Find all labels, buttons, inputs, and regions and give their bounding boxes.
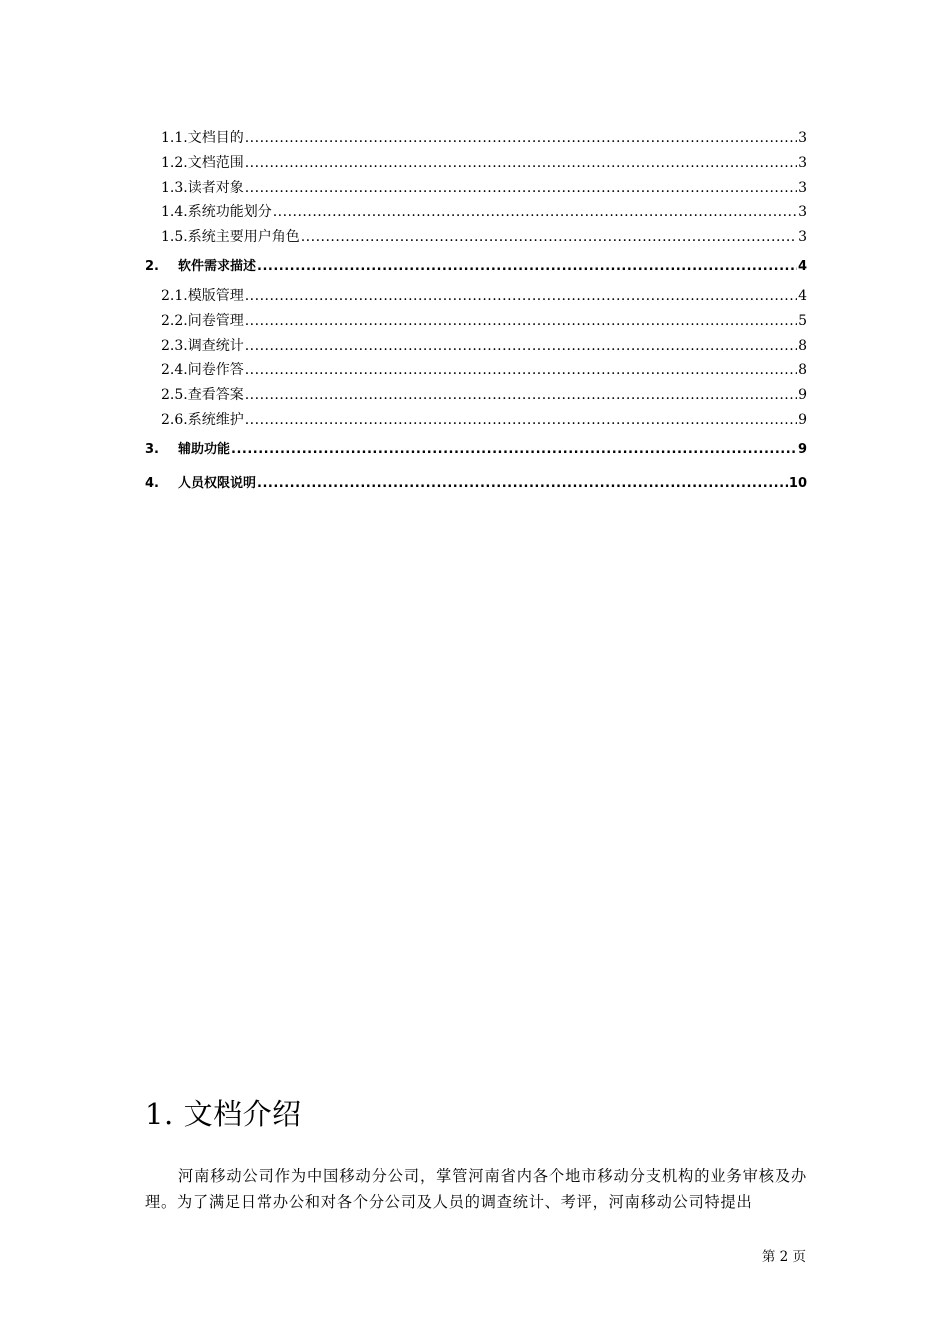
toc-leader	[257, 467, 788, 501]
toc-leader	[245, 309, 797, 334]
toc-leader	[231, 433, 797, 467]
toc-title: 系统维护	[187, 411, 244, 428]
toc-number: 1.2.	[161, 154, 188, 171]
section-heading	[145, 1092, 302, 1136]
toc-leader	[245, 383, 797, 408]
toc-title: 读者对象	[187, 179, 244, 196]
toc-number: 1.4.	[161, 204, 188, 221]
toc-entry[interactable]	[145, 334, 807, 359]
toc-number: 2.2.	[161, 312, 188, 329]
toc-entry[interactable]	[145, 358, 807, 383]
toc-number: 2.1.	[161, 287, 188, 304]
toc-title: 辅助功能	[178, 441, 231, 457]
toc-number: 2.4.	[161, 362, 188, 379]
toc-title: 文档范围	[187, 154, 244, 171]
toc-page: 4	[798, 287, 807, 304]
toc-leader	[245, 358, 797, 383]
toc-page: 9	[797, 441, 807, 457]
body-paragraph: 河南移动公司作为中国移动分公司，掌管河南省内各个地市移动分支机构的业务审核及办理。为了满足日常办公和对各个分公司及人员的调查统计、考评，河南移动公司特提出	[145, 1167, 807, 1211]
toc-title: 系统主要用户角色	[187, 229, 300, 246]
toc-page: 3	[798, 229, 807, 246]
toc-entry[interactable]	[145, 467, 807, 501]
toc-number: 1.3.	[161, 179, 188, 196]
toc-entry[interactable]	[145, 284, 807, 309]
toc-entry[interactable]	[145, 126, 807, 151]
toc-page: 10	[788, 475, 807, 491]
toc-page: 5	[798, 312, 807, 329]
toc-number: 4.	[145, 475, 159, 491]
toc-title: 人员权限说明	[178, 475, 257, 491]
toc-title: 调查统计	[187, 337, 244, 354]
toc-number: 2.6.	[161, 411, 188, 428]
toc-entry[interactable]	[145, 250, 807, 284]
toc-page: 9	[798, 411, 807, 428]
toc-leader	[245, 284, 797, 309]
toc-title: 问卷管理	[187, 312, 244, 329]
table-of-contents	[145, 126, 807, 501]
toc-page: 8	[798, 337, 807, 354]
toc-entry[interactable]	[145, 225, 807, 250]
toc-page: 9	[798, 387, 807, 404]
toc-title: 问卷作答	[187, 362, 244, 379]
page-number: 第 2 页	[761, 1249, 806, 1265]
toc-number: 1.5.	[161, 229, 188, 246]
toc-leader	[301, 225, 797, 250]
toc-leader	[245, 334, 797, 359]
toc-page: 8	[798, 362, 807, 379]
toc-entry[interactable]	[145, 151, 807, 176]
toc-leader	[273, 200, 797, 225]
toc-number: 2.	[145, 258, 159, 274]
toc-page: 3	[798, 154, 807, 171]
toc-title: 系统功能划分	[187, 204, 272, 221]
toc-title: 文档目的	[187, 130, 244, 146]
toc-page: 3	[798, 130, 807, 146]
toc-page: 4	[797, 258, 807, 274]
toc-entry[interactable]	[145, 200, 807, 225]
section-number: 1.	[145, 1097, 174, 1131]
toc-number: 2.5.	[161, 387, 188, 404]
toc-title: 模版管理	[187, 287, 244, 304]
toc-page: 3	[798, 179, 807, 196]
toc-title: 软件需求描述	[178, 258, 257, 274]
toc-entry[interactable]	[145, 176, 807, 201]
toc-page: 3	[798, 204, 807, 221]
toc-leader	[245, 408, 797, 433]
toc-entry[interactable]	[145, 408, 807, 433]
toc-title: 查看答案	[187, 387, 244, 404]
toc-leader	[257, 250, 797, 284]
toc-leader	[245, 176, 797, 201]
toc-leader	[245, 151, 797, 176]
toc-leader	[245, 126, 797, 151]
toc-entry[interactable]	[145, 383, 807, 408]
toc-number: 3.	[145, 441, 159, 457]
toc-entry[interactable]	[145, 309, 807, 334]
toc-number: 2.3.	[161, 337, 188, 354]
toc-number: 1.1.	[161, 130, 188, 146]
section-title: 文档介绍	[183, 1097, 302, 1131]
toc-entry[interactable]	[145, 433, 807, 467]
